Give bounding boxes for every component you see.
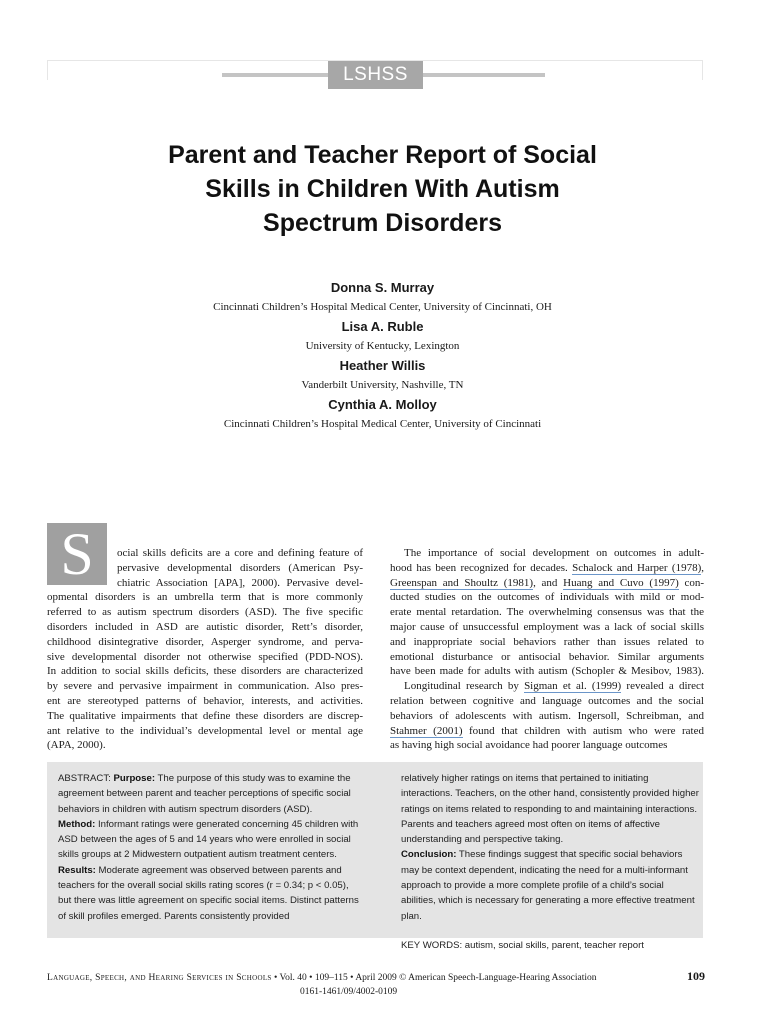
drop-cap: S [47, 523, 107, 585]
body-line: referred to as autism spectrum disorders (ASD). The five specific [47, 606, 363, 619]
title-line: Skills in Children With Autism [205, 175, 560, 203]
title-line: Spectrum Disorders [263, 209, 502, 237]
body-column-left [47, 546, 363, 753]
body-line: In addition to social skills deficits, these disorders are characterized [47, 665, 363, 678]
author-name: Lisa A. Ruble [341, 319, 424, 334]
article-title [100, 138, 665, 240]
author-name: Donna S. Murray [330, 280, 435, 295]
body-line: ant relative to the individual’s developmental level or mental age [47, 724, 363, 737]
body-line: childhood disintegrative disorder, Asperger syndrome, and perva- [47, 635, 363, 648]
body-line: erate mental retardation. The overwhelming consensus was that the [390, 606, 704, 619]
page-footer [47, 971, 657, 985]
author-affiliation: Cincinnati Children’s Hospital Medical Center, University of Cincinnati [223, 418, 542, 430]
body-line: opmental disorders is an umbrella term that is more commonly [47, 591, 363, 604]
citation-link[interactable]: Sigman et al. (1999) [524, 680, 622, 693]
author-list [100, 278, 665, 434]
body-line: major cause of unsuccessful employment was a lack of social skills [390, 620, 704, 633]
body-column-right [390, 546, 704, 753]
abstract-column-left [58, 771, 363, 924]
citation-link[interactable]: Huang and Cuvo (1997) [563, 576, 679, 589]
author-name: Heather Willis [339, 358, 426, 373]
body-line: ocial skills deficits are a core and defining feature of [117, 547, 363, 559]
body-line: The qualitative impairments that define these disorders are discrep- [47, 709, 363, 722]
issn: 0161-1461/09/4002-0109 [300, 987, 398, 997]
abstract-method: Method: Informant ratings were generated concerning 45 children with ASD between the ages of 5 and 14 years who were enrolled in social skills groups at 2 Midwestern outpatient autism treatment centers. [58, 818, 359, 861]
citation-link[interactable]: Schalock and Harper (1978) [572, 561, 702, 574]
author-affiliation: Vanderbilt University, Nashville, TN [301, 379, 464, 391]
author-name: Cynthia A. Molloy [328, 397, 437, 412]
body-line: disorders included in ASD are autistic disorder, Rett’s disorder, [47, 620, 363, 633]
body-line: relation between cognitive and language outcomes and the social [390, 694, 704, 707]
body-line: hood has been recognized for decades. Schalock and Harper (1978), [390, 561, 704, 574]
body-line: by severe and pervasive impairment in communication. Also pres- [47, 680, 363, 693]
body-line: emotional disturbance or antisocial behavior. Similar arguments [390, 650, 704, 663]
body-line: Longitudinal research by Sigman et al. (1999) revealed a direct [404, 680, 704, 693]
author-affiliation: University of Kentucky, Lexington [305, 340, 460, 352]
body-line: Stahmer (2001) found that children with autism who were rated [390, 724, 704, 737]
body-line: The importance of social development on outcomes in adult- [404, 547, 704, 559]
title-line: Parent and Teacher Report of Social [168, 141, 597, 169]
body-line: chiatric Association [APA], 2000). Pervasive devel- [117, 576, 363, 589]
citation-link[interactable]: Stahmer (2001) [390, 724, 463, 737]
page-number: 109 [687, 969, 705, 983]
citation-info: • Vol. 40 • 109–115 • April 2009 © American Speech-Language-Hearing Association [271, 973, 597, 983]
abstract-keywords: KEY WORDS: autism, social skills, parent, teacher report [401, 939, 644, 951]
abstract-conclusion: Conclusion: These findings suggest that specific social behaviors may be context dependent, indicating the need for a multi-informant approach to provide a more complete profile of a child’s social abilities, which is necessary for generating a more effective treatment plan. [401, 849, 695, 922]
body-line: pervasive developmental disorders (American Psy- [117, 561, 363, 574]
body-line: have been made for adults with autism (Schopler & Mesibov, 1983). [390, 665, 704, 678]
citation-link[interactable]: Greenspan and Shoultz (1981) [390, 576, 534, 589]
header-frame-left [47, 60, 48, 80]
header-frame-right [702, 60, 703, 80]
abstract-column-right [401, 771, 701, 953]
body-line: ducted studies on the outcomes of individuals with mild or mod- [390, 591, 704, 604]
body-line: and inappropriate social behaviors rather than issues related to [390, 635, 704, 648]
abstract-results: Results: Moderate agreement was observed between parents and teachers for the overall social skills rating scores (r = 0.34; p < 0.05), but there was little agreement on specific social items. Distinct patterns of skill profiles emerged. Parents consistently provided [58, 864, 359, 922]
body-line: ent are stereotyped patterns of behavior, interests, and activities. [47, 694, 363, 707]
abstract-purpose: ABSTRACT: Purpose: The purpose of this study was to examine the agreement between parent and teacher perceptions of specific social behaviors in children with autism spectrum disorders (ASD). [58, 773, 351, 815]
abstract-results-cont: relatively higher ratings on items that pertained to initiating interactions. Teachers, on the other hand, consistently provided higher ratings on items related to responding to and maintaining interactions. Parents and teachers agreed most often on items of affective understanding and perspective taking. [401, 773, 699, 846]
journal-badge: LSHSS [328, 61, 423, 89]
body-line: behaviors of adolescents with autism. Ingersoll, Schreibman, and [390, 709, 704, 722]
body-line: (APA, 2000). [47, 739, 106, 752]
body-line: Greenspan and Shoultz (1981), and Huang and Cuvo (1997) con- [390, 576, 705, 589]
author-affiliation: Cincinnati Children’s Hospital Medical Center, University of Cincinnati, OH [213, 301, 552, 313]
body-line: as having high social avoidance had poorer language outcomes [390, 739, 668, 752]
journal-name: Language, Speech, and Hearing Services in Schools [47, 973, 272, 983]
body-line: sive developmental disorder not otherwise specified (PDD-NOS). [47, 650, 363, 663]
